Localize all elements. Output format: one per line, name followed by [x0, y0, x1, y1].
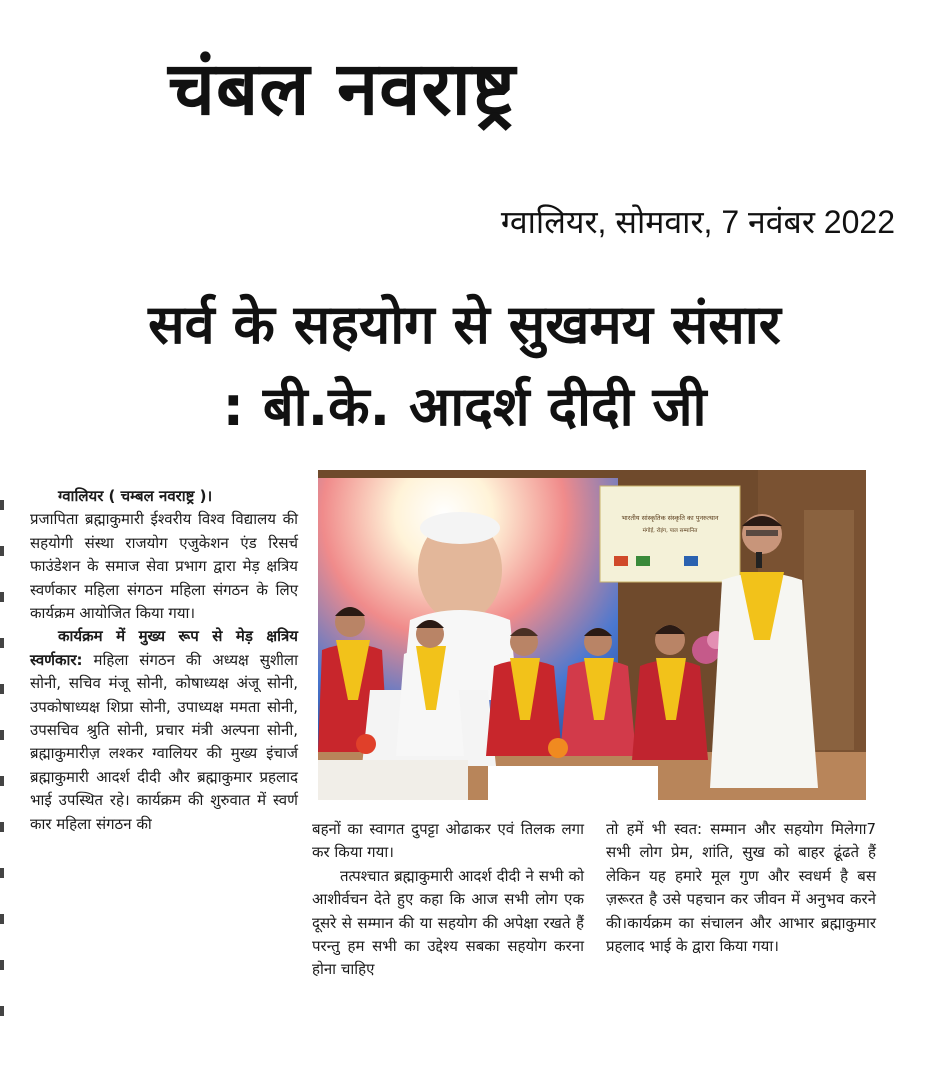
banner-title: भारतीय सांस्कृतिक संस्कृति का पुनरुत्थान — [621, 514, 719, 522]
article-column-3 — [606, 818, 876, 958]
article-byline: ग्वालियर ( चम्बल नवराष्ट्र )। — [58, 487, 213, 505]
column-rule-marks — [0, 500, 4, 1040]
headline-line-1: सर्व के सहयोग से सुखमय संसार — [148, 293, 781, 356]
article-column-1 — [30, 485, 298, 836]
headline-line-2: : बी.के. आदर्श दीदी जी — [222, 375, 707, 438]
article-paragraph-2 — [30, 625, 298, 836]
article-paragraph-1: प्रजापिता ब्रह्माकुमारी ईश्वरीय विश्व विद्यालय की सहयोगी संस्था राजयोग एजुकेशन एंड रिसर्च फाउंडेशन के समाज सेवा प्रभाग द्वारा मेड़ क्षत्रिय स्वर्णकार महिला संगठन महिला संगठन के लिए कार्यक्रम आयोजित किया गया। — [30, 510, 298, 623]
event-photo — [318, 470, 866, 800]
article-paragraph-4: तत्पश्चात ब्रह्माकुमारी आदर्श दीदी ने सभी को आशीर्वचन देते हुए कहा कि आज सभी लोग एक दूसरे से सम्मान की या सहयोग की अपेक्षा रखते हैं परन्तु हम सभी का उद्देश्य सबका सहयोग करना होना चाहिए — [312, 866, 584, 979]
article-paragraph-5: तो हमें भी स्वत: सम्मान और सहयोग मिलेगा7 सभी लोग प्रेम, शांति, सुख को बाहर ढूंढते हैं लेकिन यह हमारे मूल गुण और स्वधर्म है बस ज़रूरत है उसे पहचान कर जीवन में अनुभव करने की।कार्यक्रम का संचालन और आभार ब्रह्माकुमार प्रहलाद भाई के द्वारा किया गया। — [606, 820, 876, 956]
dateline: ग्वालियर, सोमवार, 7 नवंबर 2022 — [500, 204, 895, 240]
newspaper-masthead: चंबल नवराष्ट्र — [168, 46, 517, 132]
article-paragraph-3: बहनों का स्वागत दुपट्टा ओढाकर एवं तिलक लगा कर किया गया। — [312, 820, 584, 862]
paragraph-2-body: महिला संगठन की अध्यक्ष सुशीला सोनी, सचिव मंजू सोनी, कोषाध्यक्ष अंजू सोनी, उपकोषाध्यक्ष शिप्रा सोनी, उपाध्यक्ष ममता सोनी, उपसचिव श्रुति सोनी, प्रचार मंत्री अल्पना सोनी, ब्रह्माकुमारीज़ लश्कर ग्वालियर की मुख्य इंचार्ज ब्रह्माकुमारी आदर्श दीदी और ब्रह्माकुमार प्रहलाद भाई उपस्थित रहे। कार्यक्रम की शुरुवात में स्वर्ण कार महिला संगठन की — [30, 650, 298, 833]
article-column-2 — [312, 818, 584, 982]
paragraph-2-lead: कार्यक्रम में मुख्य रूप से मेड़ क्षत्रिय स्वर्णकार: — [30, 627, 298, 669]
banner-subtitle: मंगोई, रोइंग, पाल सम्मानित — [642, 528, 698, 534]
